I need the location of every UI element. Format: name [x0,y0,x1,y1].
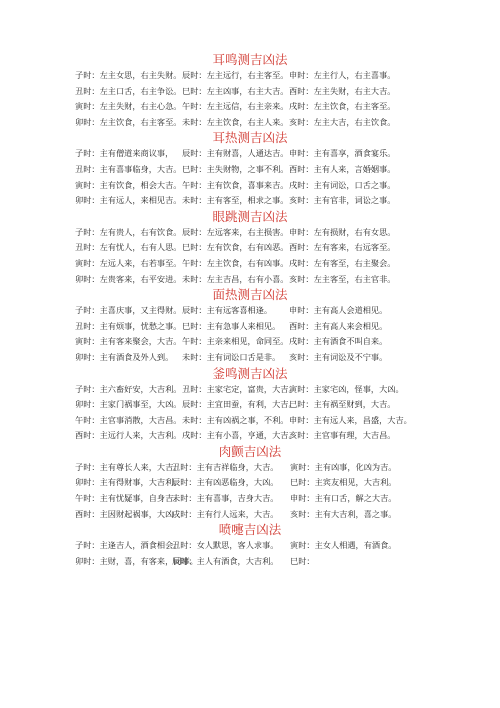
section-title: 面热测吉凶法 [212,287,288,303]
section [0,444,500,522]
time-entry: 亥时：主有词讼及不宁事。 [289,351,388,362]
section-title: 眼跳测吉凶法 [212,208,288,224]
time-entry: 未时：主有喜事，吉身大吉。 [172,493,279,504]
time-entry: 辰时：主有凶恶临身，大凶。 [172,477,279,488]
time-entry: 亥时：主官事有理，大吉昌。 [289,430,396,441]
text-row [0,413,500,429]
time-entry: 酉时：左主失财，右主大吉。 [289,85,396,96]
time-entry: 辰时：主有远客喜相逢。 [182,305,273,316]
time-entry: 亥时：左主客至，右主官非。 [289,273,396,284]
time-entry: 子时：主六畜好安，大吉利。 [75,383,182,394]
time-entry: 巳时： [290,555,315,566]
time-entry: 午时：主官事消散，大吉昌。 [75,414,182,425]
time-entry: 辰时：主有财喜，人通达吉。 [182,148,289,159]
time-entry: 辰时：主人有酒食，大吉利。 [172,555,279,566]
time-entry: 申时：主有高人会道相见。 [289,305,388,316]
time-entry: 未时：左主饮食，右主人来。 [182,116,289,127]
time-entry: 巳时：主有急事人来相见。 [182,320,281,331]
time-entry: 酉时：主远行人来，大吉利。 [75,430,182,441]
time-entry: 丑时：女人默思，客人求事。 [172,540,279,551]
time-entry: 寅时：主女人相遇，有酒食。 [290,540,397,551]
time-entry: 卯时：主家门祸事至，大凶。 [75,399,182,410]
time-entry: 酉时：主有高人来会相见。 [289,320,388,331]
time-entry: 午时：主亲来相见，命同至。 [182,336,289,347]
section-title: 釜鸣测吉凶法 [212,365,288,381]
text-row [0,193,500,209]
text-row [0,538,500,554]
time-entry: 酉时：主有人来，言婚姻事。 [289,163,396,174]
time-entry: 申时：左有损财，右有女思。 [289,226,396,237]
text-row [0,240,500,256]
time-entry: 戌时：主有行人远来，大吉。 [172,508,279,519]
section-title: 耳热测吉凶法 [212,130,288,146]
document-page [0,52,500,569]
time-entry: 亥时：左主大吉，右主饮食。 [289,116,396,127]
text-row [0,68,500,84]
section-title: 喷嚏吉凶法 [218,522,282,538]
text-row [0,554,500,570]
time-entry: 戌时：主有词讼，口舌之事。 [289,179,396,190]
time-entry: 巳时：主失财物，之事不利。 [182,163,289,174]
section-title: 肉颤吉凶法 [218,443,282,459]
time-entry: 寅时：主有饮食，相会大吉。 [75,179,182,190]
time-entry: 子时：主有僧道来商议事， [75,148,174,159]
time-entry: 寅时：左主失财，右主心急。 [75,101,182,112]
time-entry: 申时：左主行人，右主喜事。 [289,70,396,80]
section [0,209,500,287]
text-row [0,115,500,131]
time-entry: 酉时：左有客来，右远客至。 [289,242,396,253]
text-row [0,162,500,178]
time-entry: 酉时：主因财起祸事，大凶。 [75,508,182,519]
time-entry: 子时：主喜庆事，又主得财。 [75,305,182,316]
time-entry: 卯时：主有酒食及外人到。 [75,351,174,362]
time-entry: 申时：主有口舌，解之大吉。 [290,493,397,504]
time-entry: 巳时：左有饮食，右有凶恶。 [182,242,289,253]
time-entry: 丑时：左有忧人，右有人思。 [75,242,182,253]
text-row [0,99,500,115]
time-entry: 巳时：主有祸至财到，大吉。 [289,399,396,410]
time-entry: 子时：主有尊长人来，大吉。 [75,461,182,472]
time-entry: 寅时：主有客来聚会，大吉。 [75,336,182,347]
time-entry: 子时：左有贵人，右有饮食。 [75,226,182,237]
time-entry: 戌时：主有酒食不叫自来。 [289,336,388,347]
section [0,52,500,130]
time-entry: 未时：主有词讼口舌是非。 [182,351,281,362]
text-row [0,256,500,272]
time-entry: 午时：左主远信，右主亲来。 [182,101,289,112]
text-row [0,460,500,476]
time-entry: 丑时：主有烦事，忧愁之事。 [75,320,182,331]
time-entry: 卯时：左贵客来，右平安进。 [75,273,182,284]
text-row [0,303,500,319]
time-entry: 卯时：左主饮食，右主客至。 [75,116,182,127]
time-entry: 寅时：主家宅凶，怪事，大凶。 [289,383,404,394]
text-row [0,397,500,413]
time-entry: 戌时：主有小喜，亨通，大吉。 [182,430,297,441]
time-entry: 未时：主有凶祸之事，不利。 [182,414,289,425]
time-entry: 戌时：左主饮食，右主客至。 [289,101,396,112]
time-entry: 卯时：主有远人，来相见吉。 [75,195,182,206]
text-row [0,272,500,288]
text-row [0,491,500,507]
text-row [0,334,500,350]
text-row [0,84,500,100]
time-entry: 卯时：主有得财事，大吉利。 [75,477,182,488]
time-entry: 亥时：主有官非，词讼之事。 [289,195,396,206]
text-row [0,475,500,491]
time-entry: 丑时：主有喜事临身，大吉。 [75,163,182,174]
section [0,130,500,208]
text-row [0,428,500,444]
time-entry: 亥时：主有大吉利，喜之事。 [290,508,397,519]
time-entry: 申时：主有远人来，昌盛，大吉。 [289,414,412,425]
time-entry: 卯时：主财，喜，有客来，同事。 [75,555,198,566]
time-entry: 寅时：左远人来，右若事至。 [75,257,182,268]
section [0,522,500,569]
text-row [0,146,500,162]
time-entry: 丑时：主有吉祥临身，大吉。 [172,461,279,472]
text-row [0,507,500,523]
time-entry: 辰时：左远客来，右主损害。 [182,226,289,237]
time-entry: 辰时：主宜田蚕，有利，大吉。 [182,399,297,410]
time-entry: 戌时：左有客至，右主聚会。 [289,257,396,268]
text-row [0,178,500,194]
time-entry: 丑时：主家宅定，富贵，大吉。 [182,383,297,394]
time-entry: 午时：主有忧疑事，自身吉。 [75,493,182,504]
time-entry: 辰时：左主远行，右主客至。 [182,70,289,80]
section-title: 耳鸣测吉凶法 [212,52,288,67]
time-entry: 午时：主有饮食，喜事来吉。 [182,179,289,190]
time-entry: 巳时：主宾友相见，大吉利。 [290,477,397,488]
section [0,287,500,365]
time-entry: 寅时：主有凶事，化凶为吉。 [290,461,397,472]
text-row [0,319,500,335]
text-row [0,382,500,398]
section [0,366,500,444]
time-entry: 午时：左主饮食，右有凶事。 [182,257,289,268]
time-entry: 巳时：左主凶事，右主大吉。 [182,85,289,96]
time-entry: 子时：左主女思，右主失财。 [75,70,182,80]
time-entry: 未时：左主吉昌，右有小喜。 [182,273,289,284]
text-row [0,350,500,366]
time-entry: 子时：主逢吉人，酒食相会。 [75,540,182,551]
time-entry: 丑时：左主口舌，右主争讼。 [75,85,182,96]
text-row [0,225,500,241]
time-entry: 申时：主有喜享，酒食宴乐。 [289,148,396,159]
time-entry: 未时：主有客至，相求之事。 [182,195,289,206]
